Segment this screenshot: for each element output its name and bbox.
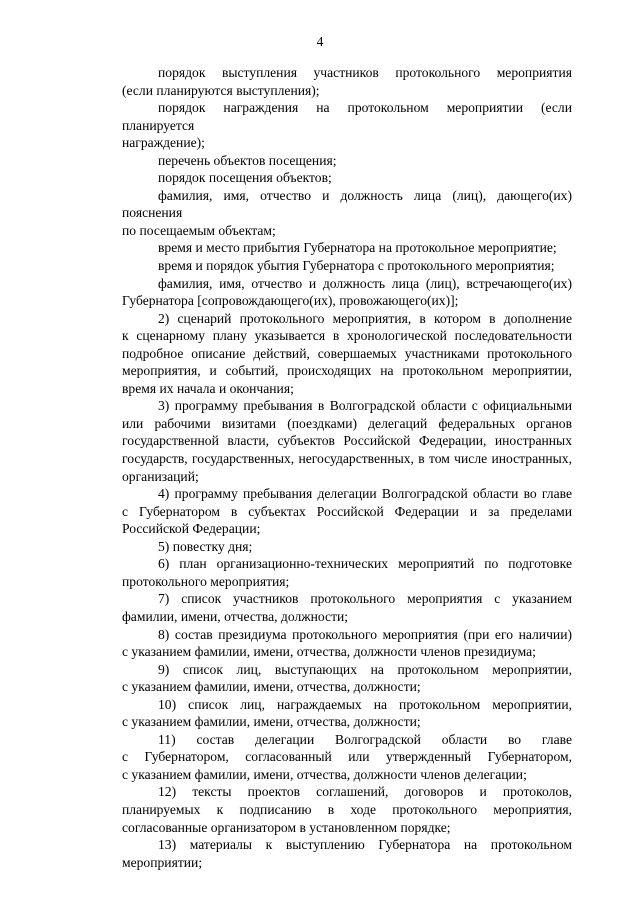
text-line: государственной власти, субъектов Российской Федерации, иностранных (122, 433, 572, 449)
text-line: 11) состав делегации Волгоградской области во главе (158, 731, 572, 747)
text-line: Губернатора [сопровождающего(их), провожающего(их)]; (122, 293, 459, 309)
document-paragraph (86, 731, 572, 784)
text-line: порядок награждения на протокольном мероприятии (если планируется (122, 100, 572, 133)
document-paragraph (86, 783, 572, 836)
text-line: с указанием фамилии, имени, отчества, должности; (122, 714, 421, 730)
text-line: Российской Федерации; (122, 521, 261, 537)
document-body (86, 64, 572, 871)
text-line: с указанием фамилии, имени, отчества, должности членов делегации; (122, 766, 527, 782)
text-line: мероприятии; (122, 854, 203, 870)
text-line: фамилии, имени, отчества, должности; (122, 608, 349, 624)
text-line: 4) программу пребывания делегации Волгоградской области во главе (158, 486, 572, 502)
text-line: государств, государственных, негосударственных, в том числе иностранных, (122, 451, 572, 467)
text-line: время и порядок убытия Губернатора с протокольного мероприятия; (158, 258, 555, 274)
document-paragraph (86, 485, 572, 538)
page-number: 4 (316, 34, 324, 49)
text-line: награждение); (122, 135, 205, 151)
text-line: фамилия, имя, отчество и должность лица (лиц), дающего(их) пояснения (122, 187, 572, 221)
document-paragraph (86, 696, 572, 731)
text-line: с Губернатором в субъектах Российской Федерации и за пределами (122, 503, 572, 519)
text-line: 10) список лиц, награждаемых на протокольном мероприятии, (158, 696, 572, 712)
document-paragraph (86, 310, 572, 398)
text-line: время и место прибытия Губернатора на протокольное мероприятие; (158, 240, 557, 256)
document-paragraph (86, 169, 572, 187)
text-line: протокольного мероприятия; (122, 573, 290, 589)
document-paragraph (86, 538, 572, 556)
document-paragraph (86, 626, 572, 661)
text-line: планируемых к подписанию в ходе протокольного мероприятия, (122, 801, 572, 817)
text-line: организаций; (122, 468, 199, 484)
document-paragraph (86, 187, 572, 240)
text-line: порядок посещения объектов; (158, 170, 332, 186)
document-paragraph (86, 397, 572, 485)
text-line: фамилия, имя, отчество и должность лица (лиц), встречающего(их) (158, 275, 572, 291)
document-paragraph (86, 590, 572, 625)
text-line: 9) список лиц, выступающих на протокольном мероприятии, (158, 661, 572, 677)
text-line: 8) состав президиума протокольного мероприятия (при его наличии) (158, 626, 572, 642)
text-line: подробное описание действий, совершаемых участниками протокольного (122, 345, 572, 361)
text-line: перечень объектов посещения; (158, 152, 337, 168)
text-line: 3) программу пребывания в Волгоградской области с официальными (158, 398, 572, 414)
text-line: с указанием фамилии, имени, отчества, должности членов президиума; (122, 644, 536, 660)
document-paragraph (86, 555, 572, 590)
text-line: 7) список участников протокольного мероприятия с указанием (158, 591, 572, 607)
text-line: 12) тексты проектов соглашений, договоров и протоколов, (158, 784, 572, 800)
document-paragraph (86, 239, 572, 257)
text-line: 6) план организационно-технических мероприятий по подготовке (158, 556, 572, 572)
document-paragraph (86, 836, 572, 871)
text-line: по посещаемым объектам; (122, 222, 276, 238)
document-paragraph (86, 64, 572, 99)
text-line: время их начала и окончания; (122, 380, 294, 396)
text-line: с Губернатором, согласованный или утвержденный Губернатором, (122, 749, 572, 765)
text-line: мероприятия, и событий, происходящих на протокольном мероприятии, (122, 363, 572, 379)
text-line: с указанием фамилии, имени, отчества, должности; (122, 679, 421, 695)
document-paragraph (86, 661, 572, 696)
text-line: 2) сценарий протокольного мероприятия, в котором в дополнение (158, 310, 572, 326)
text-line: 5) повестку дня; (158, 538, 253, 554)
text-line: к сценарному плану указывается в хронологической последовательности (122, 328, 572, 344)
document-paragraph (86, 257, 572, 275)
document-paragraph (86, 99, 572, 152)
text-line: или рабочими визитами (поездками) делегаций федеральных органов (122, 415, 572, 431)
text-line: (если планируются выступления); (122, 82, 320, 98)
text-line: порядок выступления участников протокольного мероприятия (158, 65, 572, 80)
document-paragraph (86, 275, 572, 310)
text-line: согласованные организатором в установленном порядке; (122, 819, 451, 835)
document-paragraph (86, 152, 572, 170)
text-line: 13) материалы к выступлению Губернатора на протокольном (158, 837, 572, 853)
